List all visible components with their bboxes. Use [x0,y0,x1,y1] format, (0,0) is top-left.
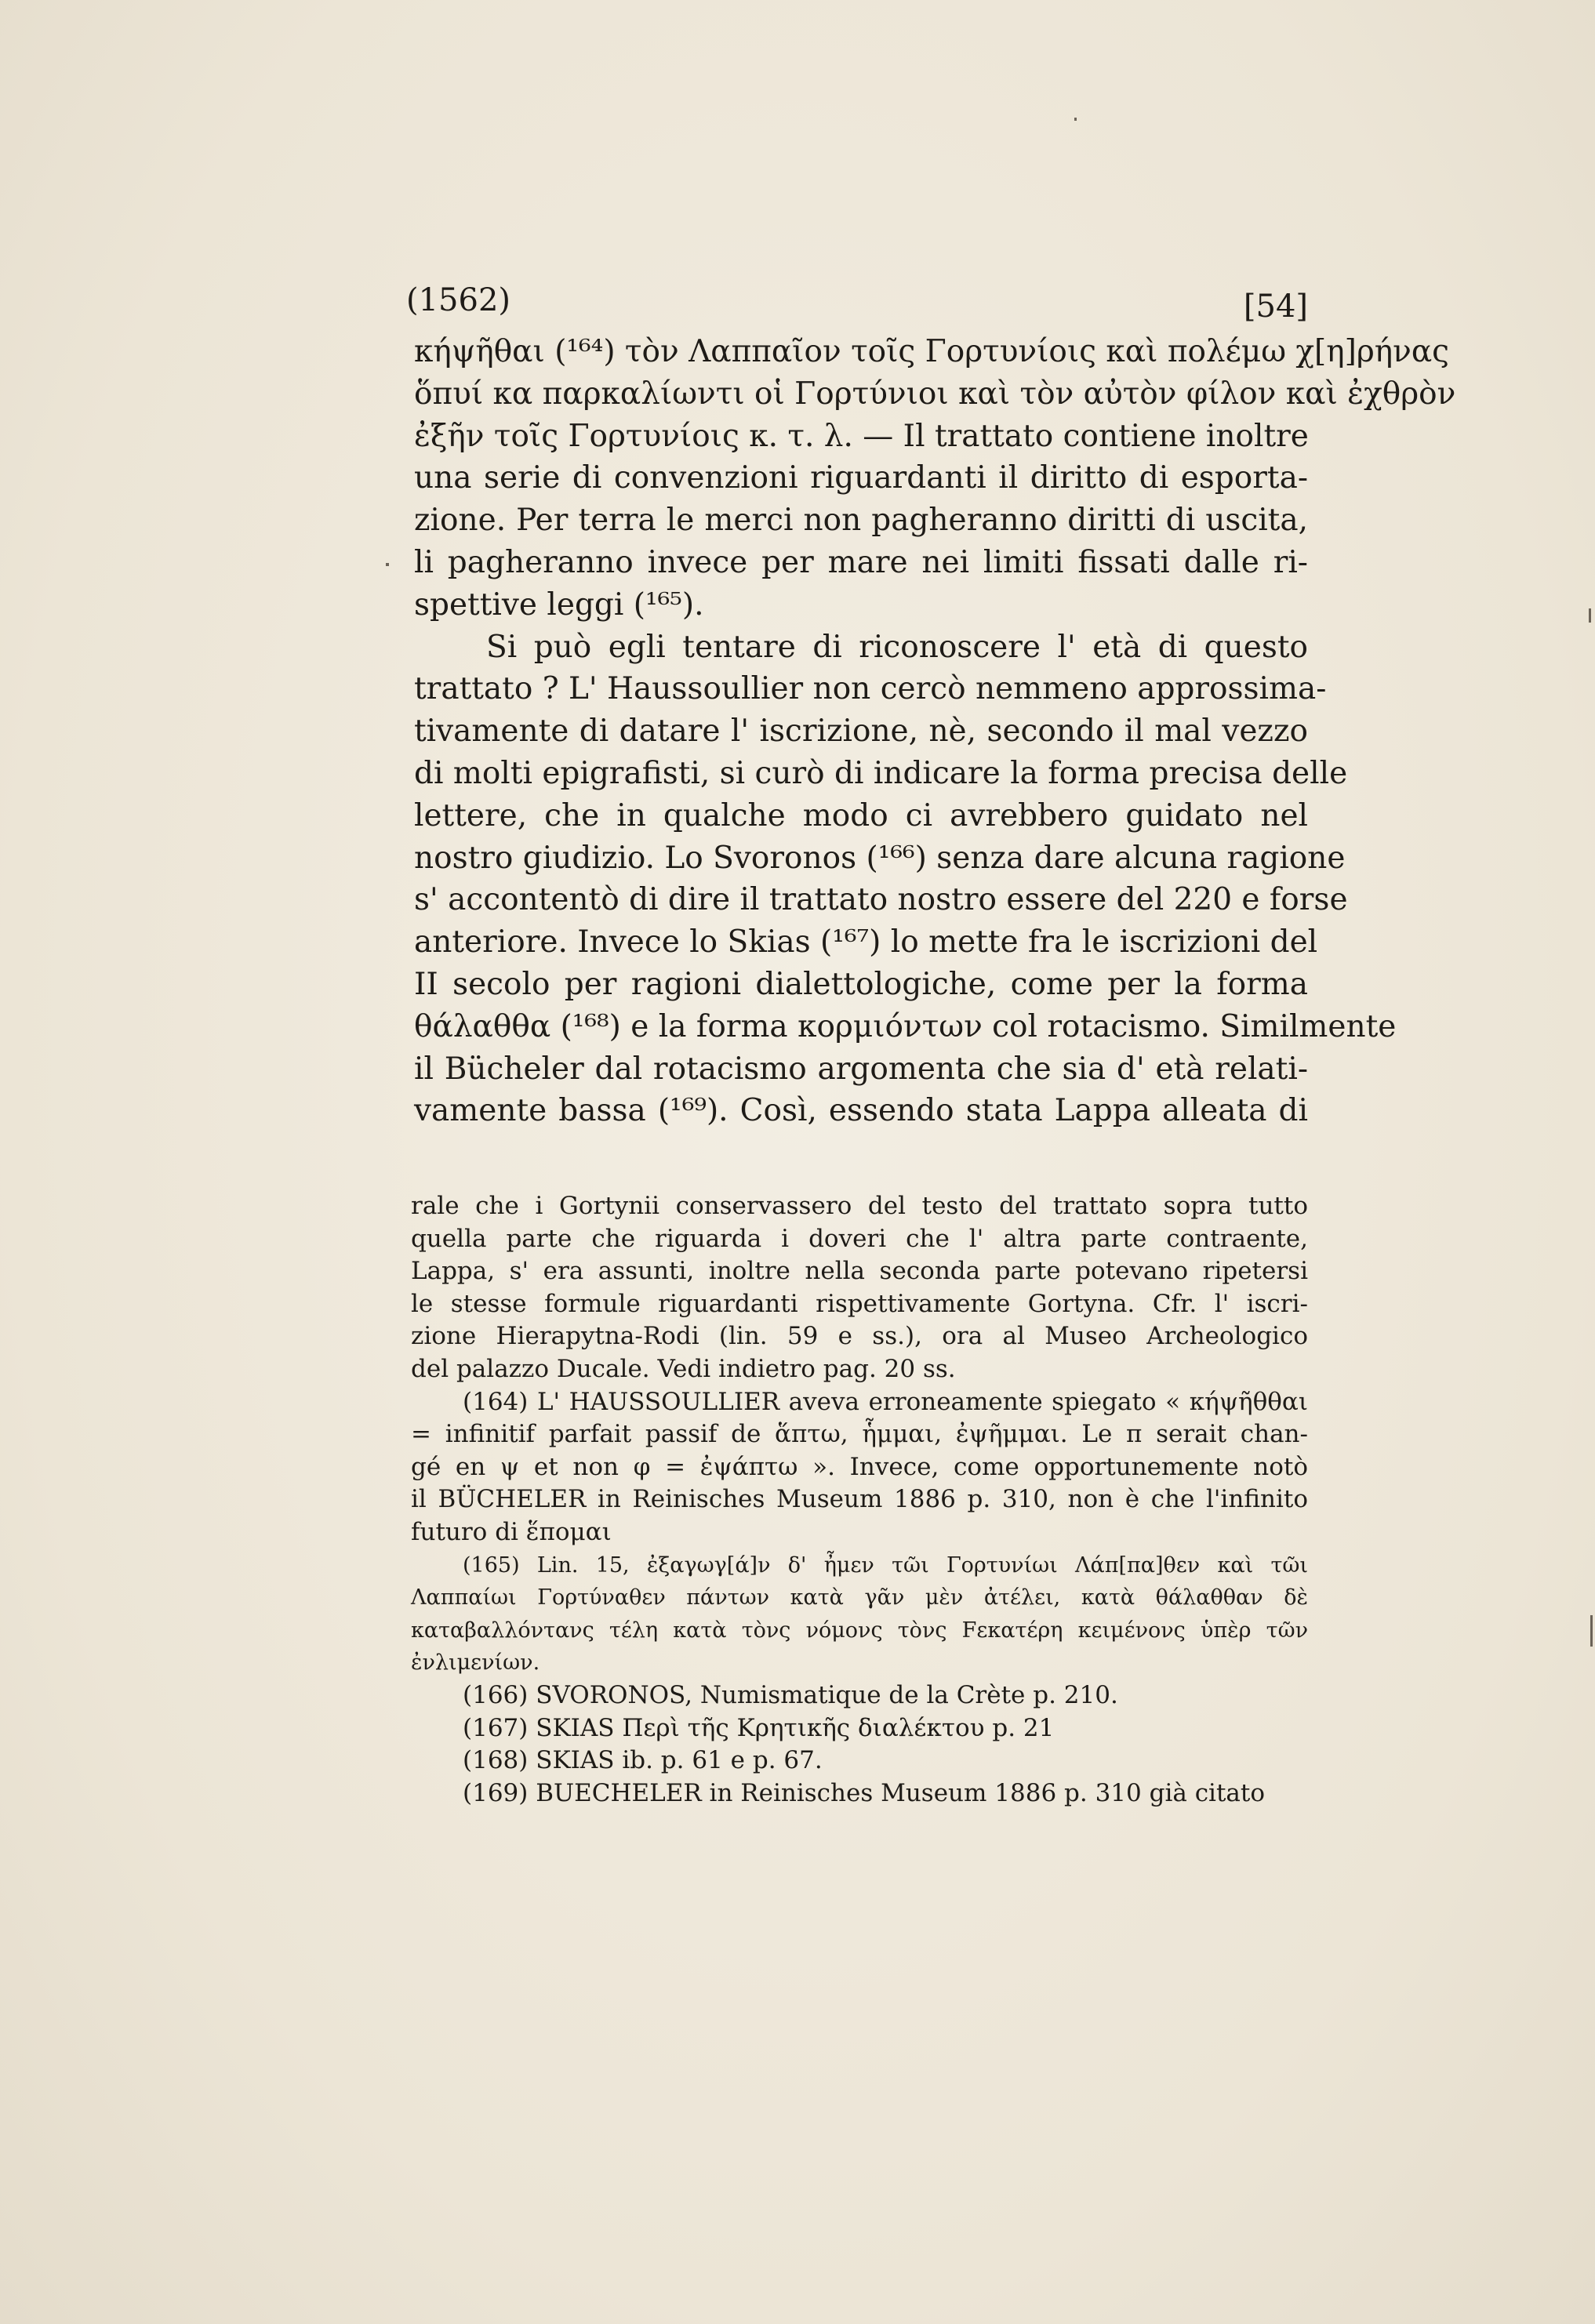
text-line: κήψῆθαι (¹⁶⁴) τὸν Λαππαῖον τοῖς Γορτυνίοις καὶ πολέμω χ[η]ρήνας [414,334,1450,369]
scan-speck [1589,608,1591,623]
footnote-line: Lappa, s' era assunti, inoltre nella seconda parte potevano ripetersi [411,1257,1308,1286]
footnote-line: quella parte che riguarda i doveri che l' altra parte contraente, [411,1224,1308,1253]
footnote-line: = infinitif parfait passif de ἅπτω, ἧμμαι, ἐψῆμμαι. Le π serait chan- [411,1420,1308,1449]
text-line: anteriore. Invece lo Skias (¹⁶⁷) lo mette fra le iscrizioni del [414,924,1318,960]
text-line: nostro giudizio. Lo Svoronos (¹⁶⁶) senza dare alcuna ragione [414,840,1346,876]
footnote-line: καταβαλλόντανς τέλη κατὰ τὸνς νόμονς τὸνς Fεκατέρη κειμένονς ὑπὲρ τῶν [411,1618,1308,1643]
scan-speck [386,563,389,566]
text-line: di molti epigrafisti, si curò di indicare la forma precisa delle [414,755,1348,791]
main-text [414,331,1456,1132]
text-line: trattato ? L' Haussoullier non cercò nemmeno approssima- [414,671,1327,707]
text-line: il Bücheler dal rotacismo argomenta che sia d' età relati- [414,1051,1308,1087]
footnote-168: (168) SKIAS ib. p. 61 e p. 67. [463,1746,823,1775]
text-line: tivamente di datare l' iscrizione, nè, secondo il mal vezzo [414,714,1308,750]
text-line: Si può egli tentare di riconoscere l' età di questo [486,629,1308,665]
footnote-line: le stesse formule riguardanti rispettivamente Gortyna. Cfr. l' iscri- [411,1289,1308,1318]
text-line: lettere, che in qualche modo ci avrebbero guidato nel [414,797,1308,833]
text-line: θάλαθθα (¹⁶⁸) e la forma κορμιόντων col rotacismo. Similmente [414,1008,1397,1044]
text-line: zione. Per terra le merci non pagheranno diritti di uscita, [414,503,1308,539]
footnote-line: il BÜCHELER in Reinisches Museum 1886 p. 310, non è che l'infinito [411,1485,1308,1514]
footnote-line: del palazzo Ducale. Vedi indietro pag. 20 ss. [411,1354,956,1383]
footnote-169: (169) BUECHELER in Reinisches Museum 1886 p. 310 già citato [463,1778,1266,1807]
scan-speck [1590,1615,1593,1647]
footnote-165: (165) Lin. 15, ἐξαγωγ[ά]ν δ' ἦμεν τῶι Γορτυνίωι Λάπ[πα]θεν καὶ τῶι [463,1552,1308,1578]
text-line: ἐξῆν τοῖς Γορτυνίοις κ. τ. λ. — Il trattato contiene inoltre [414,418,1309,454]
footnote-line: futuro di ἕπομαι [411,1517,612,1546]
page-header [406,282,1308,329]
footnotes [411,1190,1308,1810]
text-line: li pagheranno invece per mare nei limiti fissati dalle ri- [414,544,1308,580]
footnote-166: (166) SVORONOS, Numismatique de la Crète p. 210. [463,1680,1118,1709]
text-line: spettive leggi (¹⁶⁵). [414,586,704,623]
footnote-164: (164) L' HAUSSOULLIER aveva erroneamente spiegato « κήψῆθθαι [463,1387,1308,1416]
text-line: vamente bassa (¹⁶⁹). Così, essendo stata Lappa alleata di [414,1093,1308,1129]
text-line: II secolo per ragioni dialettologiche, come per la forma [414,966,1308,1002]
footnote-line: Λαππαίωι Γορτύναθεν πάντων κατὰ γᾶν μὲν ἀτέλει, κατὰ θάλαθθαν δὲ [411,1585,1308,1610]
text-line: s' accontentò di dire il trattato nostro essere del 220 e forse [414,882,1348,918]
footnote-line: ἐνλιμενίων. [411,1650,540,1676]
text-line: una serie di convenzioni riguardanti il diritto di esporta- [414,460,1308,496]
footnote-167: (167) SKIAS Περὶ τῆς Κρητικῆς διαλέκτου p. 21 [463,1713,1055,1742]
footnote-line: gé en ψ et non φ = ἐψάπτω ». Invece, come opportunemente notò [411,1452,1308,1481]
scan-speck [1074,118,1077,121]
page-number-right: [54] [1243,289,1308,325]
text-line: ὅπυί κα παρκαλίωντι οἱ Γορτύνιοι καὶ τὸν αὐτὸν φίλον καὶ ἐχθρὸν [414,376,1456,412]
footnote-line: rale che i Gortynii conservassero del testo del trattato sopra tutto [411,1192,1308,1220]
page-number-left: (1562) [406,282,511,318]
footnote-line: zione Hierapytna-Rodi (lin. 59 e ss.), ora al Museo Archeologico [411,1322,1308,1351]
